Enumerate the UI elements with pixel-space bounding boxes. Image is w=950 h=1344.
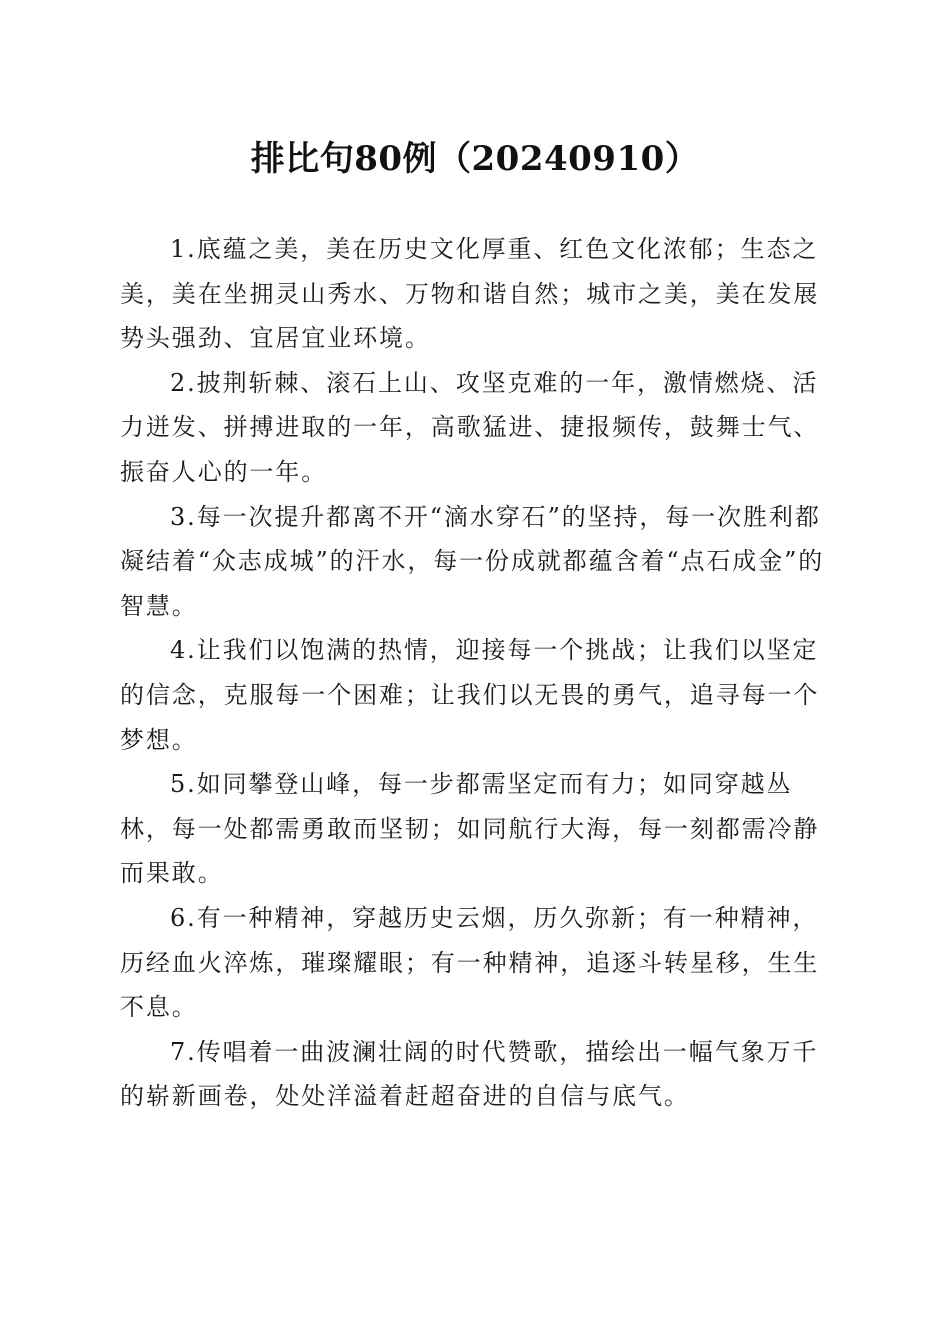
paragraph-2: 2.披荆斩棘、滚石上山、攻坚克难的一年，激情燃烧、活力迸发、拼搏进取的一年，高歌猛进、捷报频传，鼓舞士气、振奋人心的一年。 xyxy=(120,368,820,486)
paragraph-5: 5.如同攀登山峰，每一步都需坚定而有力；如同穿越丛林，每一处都需勇敢而坚韧；如同航行大海，每一刻都需冷静而果敢。 xyxy=(120,770,820,888)
document-body xyxy=(120,227,836,1119)
paragraph-4: 4.让我们以饱满的热情，迎接每一个挑战；让我们以坚定的信念，克服每一个困难；让我们以无畏的勇气，追寻每一个梦想。 xyxy=(120,636,820,754)
paragraph-6: 6.有一种精神，穿越历史云烟，历久弥新；有一种精神，历经血火淬炼，璀璨耀眼；有一种精神，追逐斗转星移，生生不息。 xyxy=(120,903,820,1022)
document-title: 排比句80例（20240910） xyxy=(250,139,700,179)
paragraph-3: 3.每一次提升都离不开“滴水穿石”的坚持，每一次胜利都凝结着“众志成城”的汗水，每一份成就都蕴含着“点石成金”的智慧。 xyxy=(120,502,825,620)
paragraph-1: 1.底蕴之美，美在历史文化厚重、红色文化浓郁；生态之美，美在坐拥灵山秀水、万物和谐自然；城市之美，美在发展势头强劲、宜居宜业环境。 xyxy=(120,235,820,353)
paragraph-7: 7.传唱着一曲波澜壮阔的时代赞歌，描绘出一幅气象万千的崭新画卷，处处洋溢着赶超奋进的自信与底气。 xyxy=(120,1037,819,1111)
